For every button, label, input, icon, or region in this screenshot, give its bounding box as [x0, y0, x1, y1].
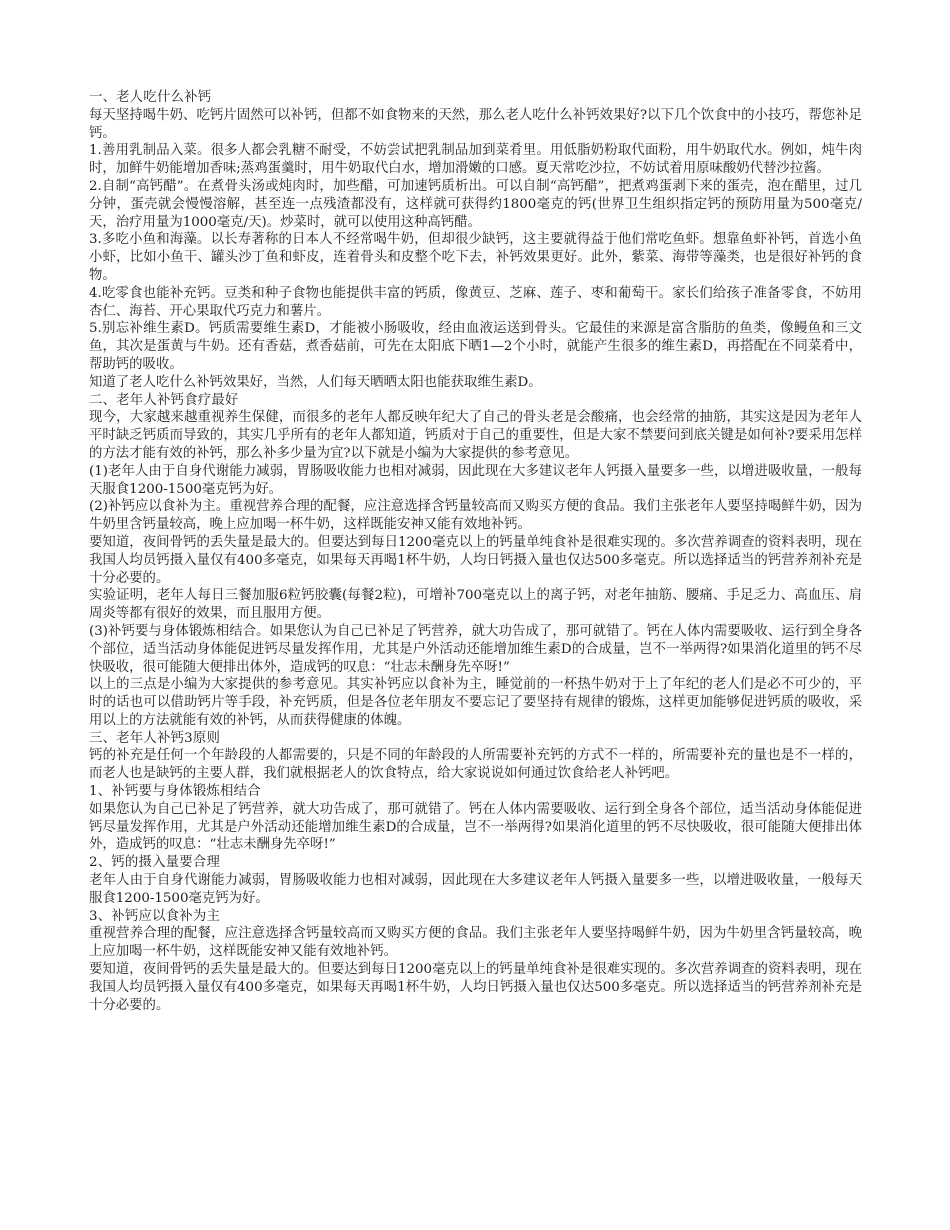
paragraph-sub-1: 如果您认为自己已补足了钙营养，就大功告成了，那可就错了。钙在人体内需要吸收、运行到全身各个部位，适当活动身体能促进钙尽量发挥作用，尤其是户外活动还能增加维生素D的合成量，岂不一举两得?如果消化道里的钙不尽快吸收，很可能随大便排出体外，造成钙的叹息：“壮志未酬身先卒呀!”	[89, 801, 862, 853]
section-heading-3: 三、老年人补钙3原则	[89, 730, 221, 746]
paragraph-tip-4: 4.吃零食也能补充钙。豆类和种子食物也能提供丰富的钙质，像黄豆、芝麻、莲子、枣和葡萄干。家长们给孩子准备零食，不妨用杏仁、海苔、开心果取代巧克力和薯片。	[89, 285, 862, 319]
paragraph-tip-5: 5.别忘补维生素D。钙质需要维生素D，才能被小肠吸收，经由血液运送到骨头。它最佳的来源是富含脂肪的鱼类，像鳗鱼和三文鱼，其次是蛋黄与牛奶。还有香菇，煮香菇前，可先在太阳底下晒1—2个小时，就能产生很多的维生素D，再搭配在不同菜肴中，帮助钙的吸收。	[89, 321, 862, 372]
paragraph-tip-2: 2.自制“高钙醋”。在煮骨头汤或炖肉时，加些醋，可加速钙质析出。可以自制“高钙醋”，把煮鸡蛋剥下来的蛋壳，泡在醋里，过几分钟，蛋壳就会慢慢溶解，甚至连一点残渣都没有，这样就可获得约1800毫克的钙(世界卫生组织指定钙的预防用量为500毫克/天，治疗用量为1000毫克/天)。炒菜时，就可以使用这种高钙醋。	[89, 178, 862, 230]
subheading-1: 1、补钙要与身体锻炼相结合	[89, 784, 261, 800]
paragraph-summary-1: 知道了老人吃什么补钙效果好，当然，人们每天晒晒太阳也能获取维生素D。	[89, 374, 542, 390]
paragraph-section2-summary: 以上的三点是小编为大家提供的参考意见。其实补钙应以食补为主，睡觉前的一杯热牛奶对于上了年纪的老人们是必不可少的，平时的话也可以借助钙片等手段，补充钙质，但是各位老年朋友不要忘记了要坚持有规律的锻炼，这样更加能够促进钙质的吸收，采用以上的方法就能有效的补钙，从而获得健康的体魄。	[89, 677, 862, 728]
paragraph-tip-1: 1.善用乳制品入菜。很多人都会乳糖不耐受，不妨尝试把乳制品加到菜肴里。用低脂奶粉取代面粉，用牛奶取代水。例如，炖牛肉时，加鲜牛奶能增加香味;蒸鸡蛋羹时，用牛奶取代白水，增加滑嫩的口感。夏天常吃沙拉，不妨试着用原味酸奶代替沙拉酱。	[89, 143, 862, 177]
paragraph-tip-3: 3.多吃小鱼和海藻。以长寿著称的日本人不经常喝牛奶，但却很少缺钙，这主要就得益于他们常吃鱼虾。想靠鱼虾补钙，首选小鱼小虾，比如小鱼干、罐头沙丁鱼和虾皮，连着骨头和皮整个吃下去，补钙效果更好。此外，紫菜、海带等藻类，也是很好补钙的食物。	[89, 232, 862, 283]
paragraph-intro: 每天坚持喝牛奶、吃钙片固然可以补钙，但都不如食物来的天然，那么老人吃什么补钙效果好?以下几个饮食中的小技巧，帮您补足钙。	[89, 107, 862, 141]
paragraph-night-loss: 要知道，夜间骨钙的丢失量是最大的。但要达到每日1200毫克以上的钙量单纯食补是很难实现的。多次营养调查的资料表明，现在我国人均员钙摄入量仅有400多毫克，如果每天再喝1杯牛奶，人均日钙摄入量也仅达500多毫克。所以选择适当的钙营养剂补充是十分必要的。	[89, 534, 862, 586]
paragraph-experiment: 实验证明，老年人每日三餐加服6粒钙胶囊(每餐2粒)，可增补700毫克以上的离子钙，对老年抽筋、腰痛、手足乏力、高血压、肩周炎等都有很好的效果，而且服用方便。	[89, 588, 862, 622]
section-heading-2: 二、老年人补钙食疗最好	[89, 392, 239, 408]
subheading-2: 2、钙的摄入量要合理	[89, 855, 221, 871]
paragraph-sub-3: 重视营养合理的配餐，应注意选择含钙量较高而又购买方便的食品。我们主张老年人要坚持喝鲜牛奶，因为牛奶里含钙量较高，晚上应加喝一杯牛奶，这样既能安神又能有效地补钙。	[89, 926, 862, 960]
paragraph-point-1: (1)老年人由于自身代谢能力减弱，胃肠吸收能力也相对减弱，因此现在大多建议老年人钙摄入量要多一些，以增进吸收量，一般每天服食1200-1500毫克钙为好。	[89, 463, 862, 497]
paragraph-point-3: (3)补钙要与身体锻炼相结合。如果您认为自己已补足了钙营养，就大功告成了，那可就错了。钙在人体内需要吸收、运行到全身各个部位，适当活动身体能促进钙尽量发挥作用，尤其是户外活动还能增加维生素D的合成量，岂不一举两得?如果消化道里的钙不尽快吸收，很可能随大便排出体外，造成钙的叹息：“壮志未酬身先卒呀!”	[89, 623, 862, 675]
section-heading-1: 一、老人吃什么补钙	[89, 90, 212, 105]
paragraph-section3-intro: 钙的补充是任何一个年龄段的人都需要的，只是不同的年龄段的人所需要补充钙的方式不一样的，所需要补充的量也是不一样的，而老人也是缺钙的主要人群，我们就根据老人的饮食特点，给大家说说如何通过饮食给老人补钙吧。	[89, 748, 862, 782]
paragraph-point-2: (2)补钙应以食补为主。重视营养合理的配餐，应注意选择含钙量较高而又购买方便的食品。我们主张老年人要坚持喝鲜牛奶，因为牛奶里含钙量较高，晚上应加喝一杯牛奶，这样既能安神又能有效地补钙。	[89, 499, 862, 533]
subheading-3: 3、补钙应以食补为主	[89, 908, 221, 924]
paragraph-section2-intro: 现今，大家越来越重视养生保健，而很多的老年人都反映年纪大了自己的骨头老是会酸痛，也会经常的抽筋，其实这是因为老年人平时缺乏钙质而导致的，其实几乎所有的老年人都知道，钙质对于自己的重要性，但是大家不禁要问到底关键是如何补?要采用怎样的方法才能有效的补钙，那么补多少量为宜?以下就是小编为大家提供的参考意见。	[89, 410, 862, 461]
paragraph-sub-3-night-loss: 要知道，夜间骨钙的丢失量是最大的。但要达到每日1200毫克以上的钙量单纯食补是很难实现的。多次营养调查的资料表明，现在我国人均员钙摄入量仅有400多毫克，如果每天再喝1杯牛奶，人均日钙摄入量也仅达500多毫克。所以选择适当的钙营养剂补充是十分必要的。	[89, 962, 862, 1013]
paragraph-sub-2: 老年人由于自身代谢能力减弱，胃肠吸收能力也相对减弱，因此现在大多建议老年人钙摄入量要多一些，以增进吸收量，一般每天服食1200-1500毫克钙为好。	[89, 873, 862, 906]
